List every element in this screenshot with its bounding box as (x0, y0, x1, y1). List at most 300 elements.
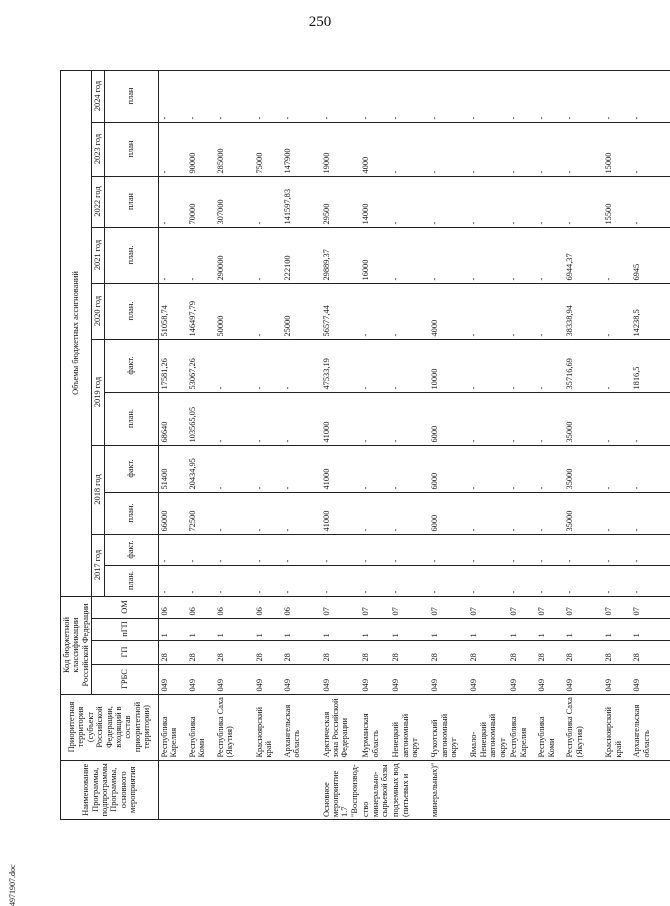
cell-value: 29500 (321, 176, 361, 227)
cell-value: - (429, 70, 468, 122)
cell-value: 146497,79 (187, 283, 215, 339)
cell-value: 6000 (429, 492, 468, 534)
table-row (429, 70, 468, 819)
header-name: Наименование Программы, подпрограммы Программы, основного мероприятия (61, 760, 159, 819)
cell-territory: Республика Коми (187, 694, 215, 760)
cell-value: - (508, 534, 536, 565)
cell-program-name (564, 760, 603, 819)
cell-value: - (536, 534, 564, 565)
cell-value: 19000 (321, 122, 361, 176)
cell-value: - (390, 339, 429, 392)
cell-value: 35000 (564, 392, 603, 445)
cell-value: - (282, 392, 321, 445)
cell-pgp: 1 (508, 618, 536, 640)
cell-value: - (282, 492, 321, 534)
cell-value: - (631, 565, 670, 596)
cell-value: - (390, 122, 429, 176)
header-year-2020: 2020 год (92, 283, 104, 339)
cell-territory: Чукотский автономный округ (429, 694, 468, 760)
cell-value: 6944,37 (564, 227, 603, 283)
cell-territory: Республика Коми (536, 694, 564, 760)
page-number: 250 (308, 14, 332, 30)
cell-program-name (215, 760, 254, 819)
cell-territory: Архангельская область (631, 694, 670, 760)
cell-gp: 28 (187, 640, 215, 664)
header-year-2023: 2023 год (92, 122, 104, 176)
cell-value: 47533,19 (321, 339, 361, 392)
cell-value: - (390, 176, 429, 227)
cell-value: - (360, 565, 390, 596)
cell-grbs: 049 (360, 664, 390, 694)
cell-value: - (158, 565, 187, 596)
cell-value: 141597,83 (282, 176, 321, 227)
cell-om: 06 (254, 596, 282, 618)
cell-value: - (468, 339, 508, 392)
cell-program-name: Основное мероприятие 1.7 "Воспроизвод- (321, 760, 361, 819)
cell-program-name (508, 760, 536, 819)
cell-value: 66000 (158, 492, 187, 534)
document-code: 4971907.doc (8, 864, 17, 906)
table-row (321, 70, 361, 819)
cell-value: - (187, 227, 215, 283)
cell-pgp: 1 (631, 618, 670, 640)
header-sub-plan: план. (104, 565, 158, 596)
cell-value: - (390, 534, 429, 565)
header-territory: Приоритетная территория (субъект Российской Федерации, входящий в состав приоритетной территории) (61, 694, 159, 760)
cell-value: 53067,26 (187, 339, 215, 392)
cell-territory: Мурманская область (360, 694, 390, 760)
header-code-om: ОМ (92, 596, 158, 618)
cell-program-name: минеральных)" (429, 760, 468, 819)
cell-gp: 28 (215, 640, 254, 664)
cell-program-name (282, 760, 321, 819)
cell-value: 35716,69 (564, 339, 603, 392)
table-row (603, 70, 631, 819)
cell-territory: Республика Карелия (158, 694, 187, 760)
header-volumes: Объемы бюджетных ассигнований (61, 70, 92, 596)
cell-value: 51058,74 (158, 283, 187, 339)
cell-value: - (360, 283, 390, 339)
cell-value: - (254, 339, 282, 392)
header-sub-plan: план (104, 122, 158, 176)
cell-gp: 28 (536, 640, 564, 664)
cell-value: 6000 (429, 392, 468, 445)
cell-value: - (508, 492, 536, 534)
cell-value: - (390, 227, 429, 283)
cell-value: - (429, 176, 468, 227)
cell-value: - (631, 492, 670, 534)
cell-grbs: 049 (603, 664, 631, 694)
cell-value: 222100 (282, 227, 321, 283)
header-year-2017: 2017 год (92, 534, 104, 596)
cell-value: - (390, 445, 429, 492)
cell-pgp: 1 (390, 618, 429, 640)
header-year-2022: 2022 год (92, 176, 104, 227)
table-row (390, 70, 429, 819)
cell-value: - (282, 534, 321, 565)
cell-value: - (603, 227, 631, 283)
cell-value: 72500 (187, 492, 215, 534)
cell-value: - (468, 283, 508, 339)
cell-program-name (536, 760, 564, 819)
cell-value: 14238,5 (631, 283, 670, 339)
cell-value: - (564, 122, 603, 176)
cell-pgp: 1 (468, 618, 508, 640)
cell-value: - (429, 565, 468, 596)
cell-gp: 28 (468, 640, 508, 664)
cell-value: - (631, 70, 670, 122)
cell-value: - (254, 445, 282, 492)
cell-value: - (603, 70, 631, 122)
cell-pgp: 1 (215, 618, 254, 640)
cell-om: 07 (390, 596, 429, 618)
cell-value: - (429, 227, 468, 283)
cell-grbs: 049 (187, 664, 215, 694)
cell-value: 75000 (254, 122, 282, 176)
cell-value: - (536, 283, 564, 339)
cell-value: - (631, 122, 670, 176)
cell-value: 6945 (631, 227, 670, 283)
header-sub-plan: план. (104, 227, 158, 283)
header-sub-fact: факт. (104, 534, 158, 565)
cell-value: 25000 (282, 283, 321, 339)
table-row (360, 70, 390, 819)
cell-value: 4000 (360, 122, 390, 176)
cell-grbs: 049 (508, 664, 536, 694)
cell-value: - (631, 176, 670, 227)
header-year-2021: 2021 год (92, 227, 104, 283)
cell-program-name (468, 760, 508, 819)
table-row (631, 70, 670, 819)
cell-grbs: 049 (282, 664, 321, 694)
cell-value: - (536, 392, 564, 445)
table-row (564, 70, 603, 819)
cell-value: - (508, 176, 536, 227)
cell-value: - (468, 227, 508, 283)
header-sub-plan: план (104, 176, 158, 227)
budget-table (60, 70, 670, 820)
cell-program-name (603, 760, 631, 819)
cell-value: - (536, 176, 564, 227)
cell-om: 06 (158, 596, 187, 618)
cell-territory: Ненецкий автономный округ (390, 694, 429, 760)
cell-value: - (603, 565, 631, 596)
cell-program-name: подземных вод (питьевых и (390, 760, 429, 819)
cell-grbs: 049 (158, 664, 187, 694)
table-row (282, 70, 321, 819)
cell-grbs: 049 (215, 664, 254, 694)
cell-territory: Архангельская область (282, 694, 321, 760)
cell-value: 103565,05 (187, 392, 215, 445)
cell-value: - (215, 339, 254, 392)
cell-value: - (321, 70, 361, 122)
cell-value: 90000 (187, 122, 215, 176)
cell-value: - (429, 122, 468, 176)
cell-value: - (508, 339, 536, 392)
cell-value: - (158, 70, 187, 122)
cell-value: 38338,94 (564, 283, 603, 339)
cell-value: 285000 (215, 122, 254, 176)
cell-value: - (468, 176, 508, 227)
cell-om: 07 (468, 596, 508, 618)
cell-value: - (536, 339, 564, 392)
cell-value: - (536, 122, 564, 176)
cell-value: - (254, 70, 282, 122)
cell-om: 06 (282, 596, 321, 618)
header-sub-plan: план. (104, 283, 158, 339)
cell-value: 20434,95 (187, 445, 215, 492)
cell-value: 307000 (215, 176, 254, 227)
cell-value: - (564, 176, 603, 227)
cell-value: 56577,44 (321, 283, 361, 339)
table-row (536, 70, 564, 819)
header-sub-plan: план. (104, 492, 158, 534)
cell-value: - (468, 392, 508, 445)
cell-value: - (603, 283, 631, 339)
cell-value: - (390, 492, 429, 534)
cell-gp: 28 (254, 640, 282, 664)
cell-value: - (564, 70, 603, 122)
cell-value: 6000 (429, 445, 468, 492)
table-row (254, 70, 282, 819)
cell-territory: Арктическая зона Российской Федерации (321, 694, 361, 760)
cell-om: 07 (536, 596, 564, 618)
cell-value: - (254, 565, 282, 596)
header-code-pgp: пГП (92, 618, 158, 640)
cell-gp: 28 (429, 640, 468, 664)
cell-value: - (282, 565, 321, 596)
cell-gp: 28 (564, 640, 603, 664)
cell-value: - (468, 565, 508, 596)
cell-grbs: 049 (536, 664, 564, 694)
cell-value: 14000 (360, 176, 390, 227)
header-budget-code: Код бюджетной классификации Российской Федерации (61, 596, 92, 694)
cell-value: 35000 (564, 445, 603, 492)
cell-gp: 28 (282, 640, 321, 664)
cell-value: 4000 (429, 283, 468, 339)
cell-value: - (564, 534, 603, 565)
cell-value: - (215, 445, 254, 492)
cell-value: - (282, 339, 321, 392)
cell-value: - (390, 392, 429, 445)
cell-value: - (564, 565, 603, 596)
cell-value: - (158, 176, 187, 227)
cell-value: - (254, 534, 282, 565)
cell-value: - (360, 534, 390, 565)
cell-pgp: 1 (603, 618, 631, 640)
table-row (158, 70, 187, 819)
cell-value: - (536, 492, 564, 534)
header-year-2024: 2024 год (92, 70, 104, 122)
cell-value: - (468, 492, 508, 534)
cell-value: - (282, 70, 321, 122)
header-sub-fact: факт. (104, 445, 158, 492)
cell-value: 290000 (215, 227, 254, 283)
cell-grbs: 049 (321, 664, 361, 694)
cell-value: - (215, 492, 254, 534)
cell-value: - (158, 227, 187, 283)
cell-value: - (360, 492, 390, 534)
cell-gp: 28 (603, 640, 631, 664)
cell-value: - (158, 534, 187, 565)
cell-program-name (158, 760, 187, 819)
header-sub-fact: факт. (104, 339, 158, 392)
table-row (468, 70, 508, 819)
header-code-grbs: ГРБС (92, 664, 158, 694)
cell-value: - (215, 565, 254, 596)
cell-territory: Республика Саха (Якутия) (564, 694, 603, 760)
cell-om: 07 (321, 596, 361, 618)
cell-value: 15500 (603, 176, 631, 227)
cell-pgp: 1 (254, 618, 282, 640)
cell-value: - (603, 534, 631, 565)
cell-value: - (536, 70, 564, 122)
cell-value: - (603, 492, 631, 534)
cell-value: - (254, 227, 282, 283)
header-year-2018: 2018 год (92, 445, 104, 534)
cell-value: - (321, 565, 361, 596)
cell-value: - (631, 445, 670, 492)
cell-om: 07 (564, 596, 603, 618)
cell-om: 07 (429, 596, 468, 618)
cell-pgp: 1 (536, 618, 564, 640)
cell-value: 35000 (564, 492, 603, 534)
table-row (215, 70, 254, 819)
header-sub-plan: план (104, 70, 158, 122)
cell-gp: 28 (508, 640, 536, 664)
cell-program-name (254, 760, 282, 819)
table-row (187, 70, 215, 819)
cell-program-name (187, 760, 215, 819)
cell-value: - (536, 445, 564, 492)
cell-territory: Красноярский край (254, 694, 282, 760)
cell-value: 16000 (360, 227, 390, 283)
cell-value: 147900 (282, 122, 321, 176)
cell-value: 70000 (187, 176, 215, 227)
cell-value: - (390, 565, 429, 596)
cell-value: - (254, 492, 282, 534)
cell-om: 06 (187, 596, 215, 618)
cell-pgp: 1 (564, 618, 603, 640)
cell-grbs: 049 (468, 664, 508, 694)
cell-value: 1816,5 (631, 339, 670, 392)
table-row (508, 70, 536, 819)
cell-pgp: 1 (187, 618, 215, 640)
header-year-2019: 2019 год (92, 339, 104, 445)
cell-om: 07 (631, 596, 670, 618)
cell-program-name: ство минерально-сырьевой базы (360, 760, 390, 819)
cell-value: - (187, 565, 215, 596)
cell-grbs: 049 (564, 664, 603, 694)
cell-pgp: 1 (321, 618, 361, 640)
cell-value: - (254, 283, 282, 339)
cell-value: - (360, 392, 390, 445)
cell-value: 68640 (158, 392, 187, 445)
cell-gp: 28 (321, 640, 361, 664)
cell-gp: 28 (360, 640, 390, 664)
cell-gp: 28 (158, 640, 187, 664)
cell-value: 29889,37 (321, 227, 361, 283)
cell-program-name (631, 760, 670, 819)
cell-gp: 28 (390, 640, 429, 664)
cell-value: - (360, 339, 390, 392)
cell-value: - (390, 70, 429, 122)
cell-value: - (468, 122, 508, 176)
cell-value: - (215, 70, 254, 122)
cell-value: - (603, 445, 631, 492)
cell-value: - (187, 70, 215, 122)
cell-value: - (508, 122, 536, 176)
cell-value: - (508, 70, 536, 122)
cell-value: - (631, 392, 670, 445)
cell-grbs: 049 (429, 664, 468, 694)
cell-value: - (603, 339, 631, 392)
cell-value: - (508, 445, 536, 492)
cell-grbs: 049 (390, 664, 429, 694)
cell-value: - (468, 70, 508, 122)
cell-pgp: 1 (282, 618, 321, 640)
cell-territory: Красноярский край (603, 694, 631, 760)
cell-value: 17581,26 (158, 339, 187, 392)
cell-gp: 28 (631, 640, 670, 664)
cell-value: - (215, 534, 254, 565)
cell-value: 41000 (321, 392, 361, 445)
cell-value: - (468, 445, 508, 492)
cell-value: - (158, 122, 187, 176)
cell-territory: Ямало-Ненецкий автономный округ (468, 694, 508, 760)
cell-grbs: 049 (254, 664, 282, 694)
cell-value: - (603, 392, 631, 445)
cell-value: - (390, 283, 429, 339)
table-body (158, 70, 670, 819)
cell-pgp: 1 (360, 618, 390, 640)
cell-value: 50000 (215, 283, 254, 339)
cell-territory: Республика Карелия (508, 694, 536, 760)
cell-value: - (254, 392, 282, 445)
cell-value: - (508, 565, 536, 596)
cell-value: - (468, 534, 508, 565)
cell-value: - (429, 534, 468, 565)
cell-om: 07 (603, 596, 631, 618)
cell-value: - (631, 534, 670, 565)
cell-value: 41000 (321, 445, 361, 492)
cell-value: 10000 (429, 339, 468, 392)
cell-value: 15000 (603, 122, 631, 176)
cell-value: 41000 (321, 492, 361, 534)
cell-value: - (536, 565, 564, 596)
header-code-gp: ГП (92, 640, 158, 664)
cell-pgp: 1 (429, 618, 468, 640)
cell-om: 06 (215, 596, 254, 618)
cell-om: 07 (360, 596, 390, 618)
cell-grbs: 049 (631, 664, 670, 694)
cell-value: - (282, 445, 321, 492)
cell-pgp: 1 (158, 618, 187, 640)
header-sub-plan: план. (104, 392, 158, 445)
cell-value: - (360, 70, 390, 122)
cell-value: - (360, 445, 390, 492)
cell-value: - (215, 392, 254, 445)
cell-om: 07 (508, 596, 536, 618)
cell-territory: Республика Саха (Якутия) (215, 694, 254, 760)
cell-value: - (508, 227, 536, 283)
cell-value: 51400 (158, 445, 187, 492)
cell-value: - (508, 283, 536, 339)
cell-value: - (187, 534, 215, 565)
cell-value: - (536, 227, 564, 283)
cell-value: - (321, 534, 361, 565)
cell-value: - (254, 176, 282, 227)
